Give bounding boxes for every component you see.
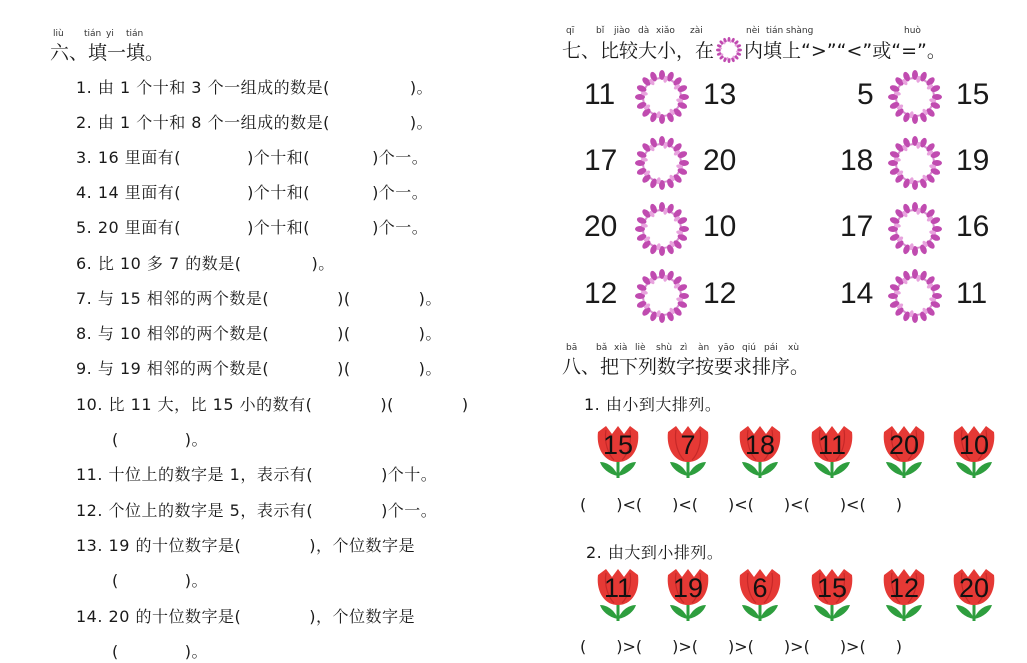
pinyin: tián <box>126 29 144 39</box>
tulip-card <box>878 567 930 623</box>
answer-row-2: ( )>( )>( )>( )>( )>( ) <box>580 637 902 656</box>
sort-task-1: 1. 由小到大排列。 <box>584 395 722 414</box>
pinyin: xià <box>614 343 628 353</box>
compare-left: 20 <box>584 210 618 243</box>
question-14: 14. 20 的十位数字是( )，个位数字是 <box>76 607 415 626</box>
pinyin: nèi <box>746 26 760 36</box>
question-12: 12. 个位上的数字是 5，表示有( )个一。 <box>76 501 438 520</box>
compare-left: 12 <box>584 277 618 310</box>
question-9: 9. 与 19 相邻的两个数是( )( )。 <box>76 359 442 378</box>
section-7-heading: 七、比较大小，在 内填上“>”“<”或“=”。 <box>562 36 946 63</box>
tulip-number: 20 <box>958 573 990 603</box>
tulip-number: 11 <box>603 573 633 603</box>
pinyin: tián <box>84 29 102 39</box>
pinyin: xiǎo <box>656 26 675 36</box>
tulip-card <box>948 424 1000 480</box>
tulip-number: 6 <box>752 573 768 603</box>
pinyin: tián <box>766 26 784 36</box>
section-6-heading: 六、填一填。 <box>50 42 165 64</box>
compare-circle[interactable] <box>635 70 689 124</box>
compare-left: 17 <box>840 210 874 243</box>
compare-circle[interactable] <box>635 136 689 190</box>
pinyin: pái <box>764 343 778 353</box>
pinyin: qī <box>566 26 575 36</box>
tulip-card <box>734 424 786 480</box>
compare-right: 10 <box>703 210 737 243</box>
pinyin: huò <box>904 26 921 36</box>
pinyin: bǎ <box>596 343 608 353</box>
tulip-card <box>948 567 1000 623</box>
compare-right: 13 <box>703 78 737 111</box>
tulip-number: 12 <box>888 573 920 603</box>
section-8-heading: 八、把下列数字按要求排序。 <box>562 356 810 378</box>
tulip-number: 7 <box>680 430 696 460</box>
question-3: 3. 16 里面有( )个十和( )个一。 <box>76 148 429 167</box>
pinyin: yi <box>106 29 114 39</box>
tulip-number: 19 <box>672 573 704 603</box>
pinyin: xù <box>788 343 800 353</box>
compare-left: 11 <box>584 78 616 111</box>
tulip-card <box>662 424 714 480</box>
tulip-number: 11 <box>817 430 847 460</box>
tulip-number: 15 <box>602 430 634 460</box>
tulip-card <box>662 567 714 623</box>
compare-left: 5 <box>857 78 874 111</box>
pinyin: yāo <box>718 343 735 353</box>
question-14-line-2: ( )。 <box>112 642 208 661</box>
compare-circle[interactable] <box>888 136 942 190</box>
tulip-number: 15 <box>816 573 848 603</box>
compare-circle[interactable] <box>888 269 942 323</box>
pinyin: zì <box>680 343 688 353</box>
tulip-number: 10 <box>958 430 990 460</box>
pinyin: liè <box>635 343 646 353</box>
compare-circle[interactable] <box>888 202 942 256</box>
compare-left: 14 <box>840 277 874 310</box>
sort-task-2: 2. 由大到小排列。 <box>586 543 724 562</box>
pinyin: zài <box>690 26 703 36</box>
pinyin: bǐ <box>596 26 605 36</box>
tulip-card <box>878 424 930 480</box>
tulip-number: 20 <box>888 430 920 460</box>
question-4: 4. 14 里面有( )个十和( )个一。 <box>76 183 429 202</box>
pinyin: shù <box>656 343 673 353</box>
compare-circle[interactable] <box>888 70 942 124</box>
tulip-number: 18 <box>744 430 776 460</box>
compare-right: 15 <box>956 78 990 111</box>
compare-right: 12 <box>703 277 737 310</box>
pinyin: dà <box>638 26 650 36</box>
question-11: 11. 十位上的数字是 1，表示有( )个十。 <box>76 465 438 484</box>
compare-right: 16 <box>956 210 990 243</box>
compare-left: 18 <box>840 144 874 177</box>
tulip-card <box>806 567 858 623</box>
compare-left: 17 <box>584 144 618 177</box>
pinyin: liù <box>53 29 64 39</box>
pinyin: jiào <box>614 26 631 36</box>
pinyin: bā <box>566 343 578 353</box>
pinyin: àn <box>698 343 710 353</box>
question-10-line-2: ( )。 <box>112 430 208 449</box>
compare-right: 11 <box>956 277 988 310</box>
tulip-card <box>592 567 644 623</box>
question-5: 5. 20 里面有( )个十和( )个一。 <box>76 218 429 237</box>
compare-right: 20 <box>703 144 737 177</box>
tulip-card <box>806 424 858 480</box>
question-10: 10. 比 11 大，比 15 小的数有( )( ) <box>76 395 469 414</box>
wreath-icon <box>716 37 742 63</box>
tulip-card <box>592 424 644 480</box>
pinyin: qiú <box>742 343 756 353</box>
compare-right: 19 <box>956 144 990 177</box>
answer-row-1: ( )<( )<( )<( )<( )<( ) <box>580 495 902 514</box>
compare-circle[interactable] <box>635 269 689 323</box>
question-6: 6. 比 10 多 7 的数是( )。 <box>76 254 335 273</box>
question-7: 7. 与 15 相邻的两个数是( )( )。 <box>76 289 442 308</box>
question-2: 2. 由 1 个十和 8 个一组成的数是( )。 <box>76 113 434 132</box>
question-13-line-2: ( )。 <box>112 571 208 590</box>
question-8: 8. 与 10 相邻的两个数是( )( )。 <box>76 324 442 343</box>
question-13: 13. 19 的十位数字是( )，个位数字是 <box>76 536 415 555</box>
pinyin: shàng <box>786 26 814 36</box>
question-1: 1. 由 1 个十和 3 个一组成的数是( )。 <box>76 78 434 97</box>
tulip-card <box>734 567 786 623</box>
compare-circle[interactable] <box>635 202 689 256</box>
